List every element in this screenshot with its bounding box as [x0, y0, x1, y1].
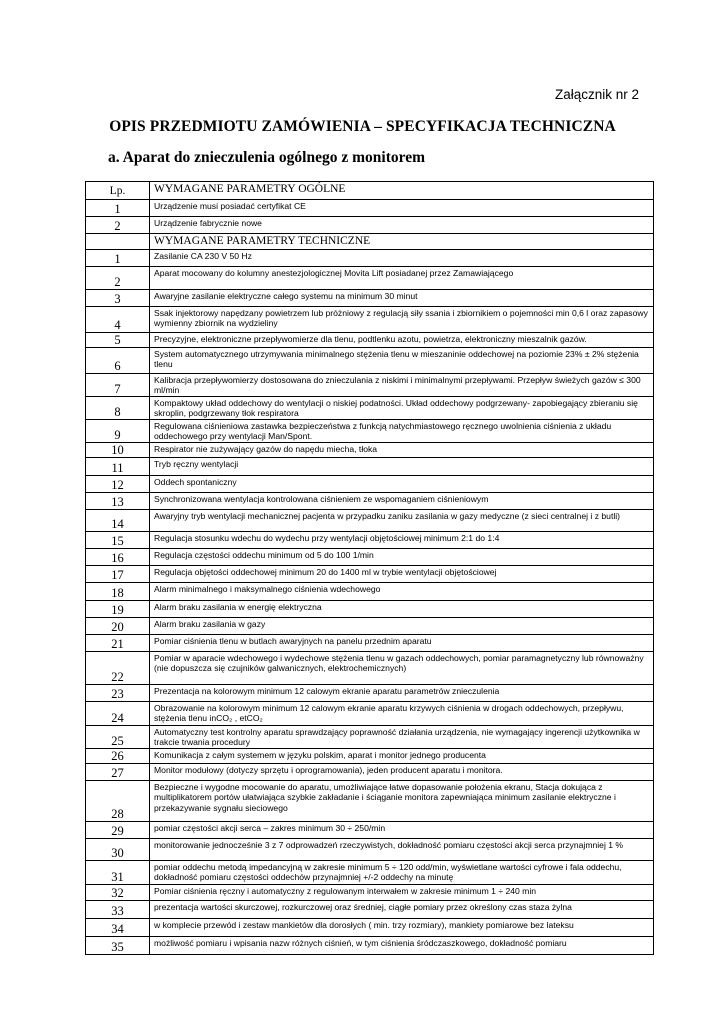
requirement-text: Precyzyjne, elektroniczne przepływomierze dla tlenu, podtlenku azotu, powietrza, elektroniczny mieszalnik gazów.: [150, 333, 654, 348]
requirement-text: Zasilanie CA 230 V 50 Hz: [150, 250, 654, 267]
table-row: [86, 200, 654, 217]
requirement-text: monitorowanie jednocześnie 3 z 7 odprowadzeń rzeczywistych, dokładność pomiaru częstości akcji serca przynajmniej 1 %: [150, 839, 654, 861]
row-number: 15: [86, 532, 150, 549]
requirement-text: Synchronizowana wentylacja kontrolowana ciśnieniem ze wspomaganiem ciśnieniowym: [150, 493, 654, 510]
row-number: 28: [86, 781, 150, 822]
table-row: [86, 250, 654, 267]
row-number: 2: [86, 217, 150, 234]
requirement-text: Regulacja stosunku wdechu do wydechu przy wentylacji objętościowej minimum 2:1 do 1:4: [150, 532, 654, 549]
table-row: [86, 493, 654, 510]
requirement-text: Bezpieczne i wygodne mocowanie do aparatu, umożliwiające łatwe dopasowanie położenia ekranu, Stacja dokująca z multiplikatorem portów ułatwiająca szybkie zakładanie i ściąganie monitora zapewniająca minimum zasilanie elektryczne i przekazywanie sygnału sieciowego: [150, 781, 654, 822]
row-number: 5: [86, 333, 150, 348]
requirement-text: Regulacja objętości oddechowej minimum 20 do 1400 ml w trybie wentylacji objętościowej: [150, 566, 654, 583]
requirement-text: Kalibracja przepływomierzy dostosowana do znieczulania z niskimi i minimalnymi przepływami. Przepływ świeżych gazów ≤ 300 ml/min: [150, 374, 654, 397]
table-row: [86, 333, 654, 348]
document-title: OPIS PRZEDMIOTU ZAMÓWIENIA – SPECYFIKACJA TECHNICZNA: [109, 118, 616, 135]
requirement-text: pomiar częstości akcji serca – zakres minimum 30 ÷ 250/min: [150, 822, 654, 839]
row-number: 20: [86, 618, 150, 635]
requirement-text: Tryb ręczny wentylacji: [150, 458, 654, 476]
requirement-text: prezentacja wartości skurczowej, rozkurczowej oraz średniej, ciągłe pomiary przez określony czas staza żylna: [150, 901, 654, 919]
table-row: [86, 901, 654, 919]
table-row: [86, 919, 654, 937]
table-row: [86, 458, 654, 476]
table-row: [86, 861, 654, 885]
table-row: [86, 937, 654, 955]
requirement-text: Regulacja częstości oddechu minimum od 5 do 100 1/min: [150, 549, 654, 566]
row-number: 25: [86, 726, 150, 749]
table-row: [86, 217, 654, 234]
requirement-text: Respirator nie zużywający gazów do napędu miecha, tłoka: [150, 443, 654, 458]
row-number: 27: [86, 764, 150, 781]
table-row: [86, 476, 654, 493]
table-row: [86, 726, 654, 749]
row-number: 33: [86, 901, 150, 919]
requirement-text: Urządzenie musi posiadać certyfikat CE: [150, 200, 654, 217]
requirement-text: Obrazowanie na kolorowym minimum 12 calowym ekranie aparatu krzywych ciśnienia w drogach oddechowych, przepływu, stężenia tlenu inCO₂ , etCO₂: [150, 702, 654, 726]
table-row: [86, 290, 654, 307]
requirement-text: Oddech spontaniczny: [150, 476, 654, 493]
empty-lp-cell: [86, 234, 150, 250]
table-row: [86, 601, 654, 618]
requirement-text: Automatyczny test kontrolny aparatu sprawdzający poprawność działania urządzenia, nie wymagający ingerencji użytkownika w trakcie trwania procedury: [150, 726, 654, 749]
technical-header-row: [86, 234, 654, 250]
row-number: 13: [86, 493, 150, 510]
table-row: [86, 510, 654, 532]
row-number: 31: [86, 861, 150, 885]
section-header-cell: WYMAGANE PARAMETRY OGÓLNE: [150, 182, 654, 200]
requirement-text: Aparat mocowany do kolumny anestezjologicznej Movita Lift posiadanej przez Zamawiającego: [150, 267, 654, 290]
requirement-text: Prezentacja na kolorowym minimum 12 calowym ekranie aparatu parametrów znieczulenia: [150, 685, 654, 702]
table-row: [86, 583, 654, 601]
requirement-text: Alarm braku zasilania w energię elektryczna: [150, 601, 654, 618]
table-row: [86, 307, 654, 333]
table-row: [86, 397, 654, 420]
row-number: 12: [86, 476, 150, 493]
row-number: 9: [86, 420, 150, 443]
requirement-text: w komplecie przewód i zestaw mankietów dla dorosłych ( min. trzy rozmiary), mankiety pomiarowe bez lateksu: [150, 919, 654, 937]
general-header-row: [86, 182, 654, 200]
annex-label: Załącznik nr 2: [554, 87, 639, 102]
row-number: 23: [86, 685, 150, 702]
row-number: 8: [86, 397, 150, 420]
requirement-text: Pomiar w aparacie wdechowego i wydechowe stężenia tlenu w gazach oddechowych, pomiar paramagnetyczny lub równoważny (nie dopuszcza się czujników galwanicznych, elektrochemicznych): [150, 652, 654, 685]
requirement-text: System automatycznego utrzymywania minimalnego stężenia tlenu w mieszaninie oddechowej na poziomie 23% ± 2% stężenia tlenu: [150, 348, 654, 374]
table-row: [86, 443, 654, 458]
row-number: 19: [86, 601, 150, 618]
row-number: 7: [86, 374, 150, 397]
section-header-cell: WYMAGANE PARAMETRY TECHNICZNE: [150, 234, 654, 250]
row-number: 14: [86, 510, 150, 532]
lp-header-cell: Lp.: [86, 182, 150, 200]
table-row: [86, 420, 654, 443]
requirement-text: Awaryjny tryb wentylacji mechanicznej pacjenta w przypadku zaniku zasilania w gazy medyczne (z sieci centralnej i z butli): [150, 510, 654, 532]
row-number: 34: [86, 919, 150, 937]
table-row: [86, 374, 654, 397]
table-row: [86, 749, 654, 764]
table-row: [86, 348, 654, 374]
row-number: 16: [86, 549, 150, 566]
table-row: [86, 885, 654, 901]
row-number: 26: [86, 749, 150, 764]
row-number: 10: [86, 443, 150, 458]
table-row: [86, 839, 654, 861]
requirement-text: Komunikacja z całym systemem w języku polskim, aparat i monitor jednego producenta: [150, 749, 654, 764]
row-number: 22: [86, 652, 150, 685]
row-number: 17: [86, 566, 150, 583]
requirement-text: Kompaktowy układ oddechowy do wentylacji o niskiej podatności. Układ oddechowy podgrzewany- zapobiegający zbieraniu się skroplin, podgrzewany tłok respiratora: [150, 397, 654, 420]
row-number: 1: [86, 250, 150, 267]
row-number: 4: [86, 307, 150, 333]
specification-table-body: [86, 182, 654, 955]
requirement-text: Pomiar ciśnienia tlenu w butlach awaryjnych na panelu przednim aparatu: [150, 635, 654, 652]
requirement-text: Pomiar ciśnienia ręczny i automatyczny z regulowanym interwałem w zakresie minimum 1 ÷ 240 min: [150, 885, 654, 901]
row-number: 24: [86, 702, 150, 726]
requirement-text: Urządzenie fabrycznie nowe: [150, 217, 654, 234]
table-row: [86, 566, 654, 583]
table-row: [86, 781, 654, 822]
requirement-text: Regulowana ciśnieniowa zastawka bezpieczeństwa z funkcją natychmiastowego ręcznego uwolnienia ciśnienia z układu oddechowego przy wentylacji Man/Spont.: [150, 420, 654, 443]
row-number: 29: [86, 822, 150, 839]
table-row: [86, 532, 654, 549]
row-number: 35: [86, 937, 150, 955]
table-row: [86, 549, 654, 566]
table-row: [86, 652, 654, 685]
requirement-text: Alarm braku zasilania w gazy: [150, 618, 654, 635]
requirement-text: Monitor modułowy (dotyczy sprzętu i oprogramowania), jeden producent aparatu i monitora.: [150, 764, 654, 781]
row-number: 30: [86, 839, 150, 861]
row-number: 1: [86, 200, 150, 217]
table-row: [86, 267, 654, 290]
requirement-text: Ssak injektorowy napędzany powietrzem lub próżniowy z regulacją siły ssania i zbiornikiem o pojemności min 0,6 l oraz zapasowy wymienny zbiornik na wydzieliny: [150, 307, 654, 333]
requirement-text: Awaryjne zasilanie elektryczne całego systemu na minimum 30 minut: [150, 290, 654, 307]
table-row: [86, 764, 654, 781]
table-row: [86, 635, 654, 652]
row-number: 11: [86, 458, 150, 476]
table-row: [86, 685, 654, 702]
row-number: 18: [86, 583, 150, 601]
requirement-text: pomiar oddechu metodą impedancyjną w zakresie minimum 5 ÷ 120 odd/min, wyświetlane wartości cyfrowe i fala oddechu, dokładność pomiaru częstości oddechów przynajmniej +/-2 oddechy na minutę: [150, 861, 654, 885]
row-number: 3: [86, 290, 150, 307]
requirement-text: możliwość pomiaru i wpisania nazw różnych ciśnień, w tym ciśnienia śródczaszkowego, dokładność pomiaru: [150, 937, 654, 955]
requirement-text: Alarm minimalnego i maksymalnego ciśnienia wdechowego: [150, 583, 654, 601]
row-number: 32: [86, 885, 150, 901]
row-number: 6: [86, 348, 150, 374]
row-number: 2: [86, 267, 150, 290]
table-row: [86, 822, 654, 839]
row-number: 21: [86, 635, 150, 652]
specification-table: [85, 181, 654, 955]
table-row: [86, 618, 654, 635]
section-subtitle: a. Aparat do znieczulenia ogólnego z monitorem: [108, 149, 426, 166]
table-row: [86, 702, 654, 726]
